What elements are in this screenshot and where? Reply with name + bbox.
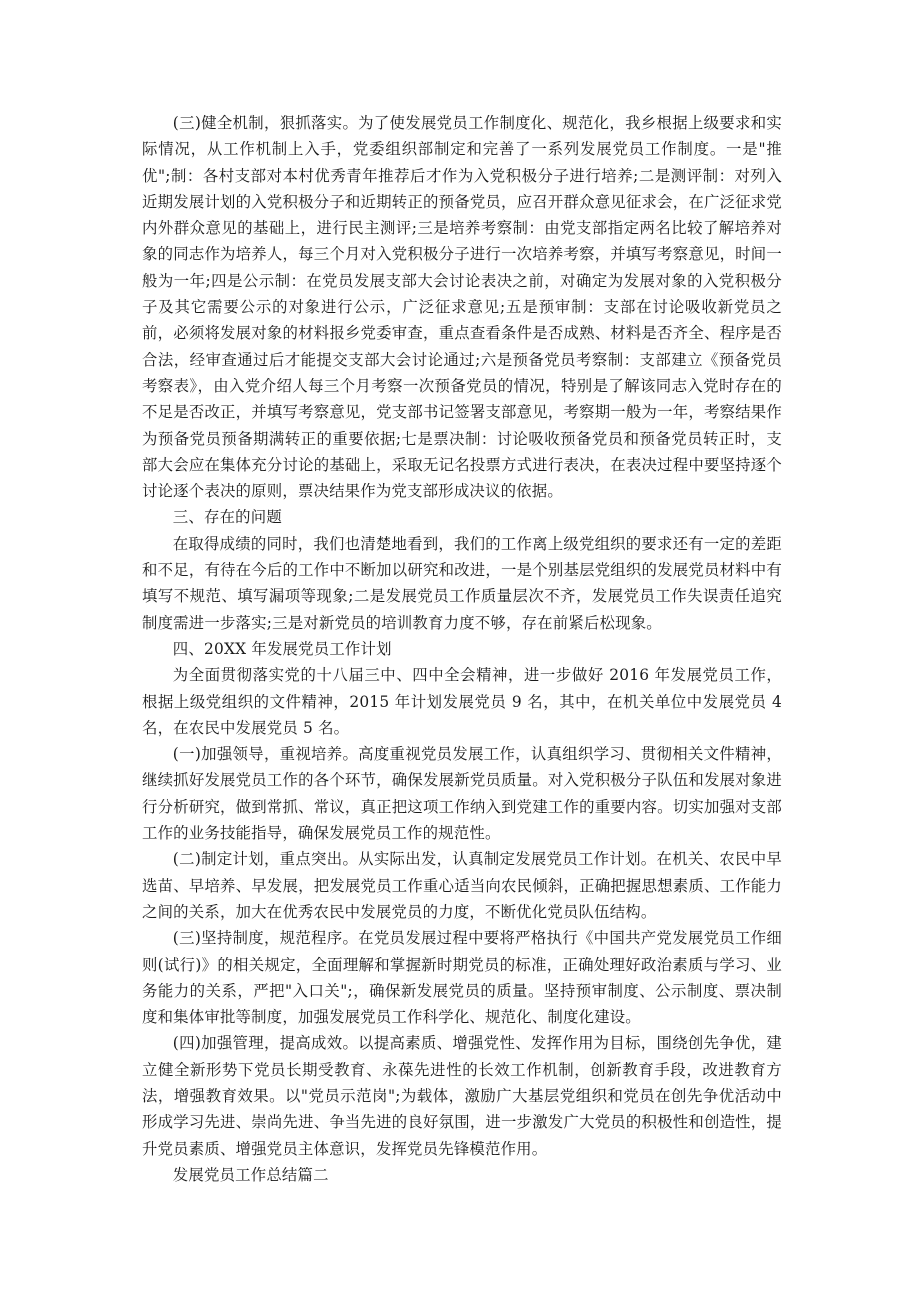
section-title-part-two: 发展党员工作总结篇二: [172, 1165, 329, 1184]
paragraph-problems: 在取得成绩的同时，我们也清楚地看到，我们的工作离上级党组织的要求还有一定的差距和不足，有待在今后的工作中不断加以研究和改进，一是个别基层党组织的发展党员材料中有填写不规范、填写漏项等现象;二是发展党员工作质量层次不齐，发展党员工作失误责任追究制度需进一步落实;三是对新党员的培训教育力度不够，存在前紧后松现象。: [142, 534, 782, 632]
heading-plan: 四、20XX 年发展党员工作计划: [172, 639, 392, 658]
paragraph-plan-1: (一)加强领导，重视培养。高度重视党员发展工作，认真组织学习、贯彻相关文件精神，继续抓好发展党员工作的各个环节，确保发展新党员质量。对入党积极分子队伍和发展对象进行分析研究，做到常抓、常议，真正把这项工作纳入到党建工作的重要内容。切实加强对支部工作的业务技能指导，确保发展党员工作的规范性。: [142, 745, 782, 843]
paragraph-plan-intro: 为全面贯彻落实党的十八届三中、四中全会精神，进一步做好 2016 年发展党员工作，根据上级党组织的文件精神，2015 年计划发展党员 9 名，其中，在机关单位中发展党员 4 名，在农民中发展党员 5 名。: [142, 666, 782, 737]
paragraph-plan-3: (三)坚持制度，规范程序。在党员发展过程中要将严格执行《中国共产党发展党员工作细则(试行)》的相关规定，全面理解和掌握新时期党员的标准，正确处理好政治素质与学习、业务能力的关系，严把"入口关";，确保新发展党员的质量。坚持预审制度、公示制度、票决制度和集体审批等制度，加强发展党员工作科学化、规范化、制度化建设。: [142, 929, 782, 1027]
paragraph-plan-4: (四)加强管理，提高成效。以提高素质、增强党性、发挥作用为目标，围绕创先争优，建立健全新形势下党员长期受教育、永葆先进性的长效工作机制，创新教育手段，改进教育方法，增强教育效果。以"党员示范岗";为载体，激励广大基层党组织和党员在创先争优活动中形成学习先进、崇尚先进、争当先进的良好氛围，进一步激发广大党员的积极性和创造性，提升党员素质、增强党员主体意识，发挥党员先锋模范作用。: [142, 1034, 782, 1158]
paragraph-plan-2: (二)制定计划，重点突出。从实际出发，认真制定发展党员工作计划。在机关、农民中早选苗、早培养、早发展，把发展党员工作重心适当向农民倾斜，正确把握思想素质、工作能力之间的关系，加大在优秀农民中发展党员的力度，不断优化党员队伍结构。: [142, 850, 782, 921]
heading-problems: 三、存在的问题: [172, 508, 282, 527]
paragraph-mechanism: (三)健全机制，狠抓落实。为了使发展党员工作制度化、规范化，我乡根据上级要求和实际情况，从工作机制上入手，党委组织部制定和完善了一系列发展党员工作制度。一是"推优";制：各村支部对本村优秀青年推荐后才作为入党积极分子进行培养;二是测评制：对列入近期发展计划的入党积极分子和近期转正的预备党员，应召开群众意见征求会，在广泛征求党内外群众意见的基础上，进行民主测评;三是培养考察制：由党支部指定两名比较了解培养对象的同志作为培养人，每三个月对入党积极分子进行一次培养考察，并填写考察意见，时间一般为一年;四是公示制：在党员发展支部大会讨论表决之前，对确定为发展对象的入党积极分子及其它需要公示的对象进行公示，广泛征求意见;五是预审制：支部在讨论吸收新党员之前，必须将发展对象的材料报乡党委审查，重点查看条件是否成熟、材料是否齐全、程序是否合法，经审查通过后才能提交支部大会讨论通过;六是预备党员考察制：支部建立《预备党员考察表》，由入党介绍人每三个月考察一次预备党员的情况，特别是了解该同志入党时存在的不足是否改正，并填写考察意见，党支部书记签署支部意见，考察期一般为一年，考察结果作为预备党员预备期满转正的重要依据;七是票决制：讨论吸收预备党员和预备党员转正时，支部大会应在集体充分讨论的基础上，采取无记名投票方式进行表决，在表决过程中要坚持逐个讨论逐个表决的原则，票决结果作为党支部形成决议的依据。: [142, 114, 782, 501]
document-body: [142, 110, 782, 1188]
